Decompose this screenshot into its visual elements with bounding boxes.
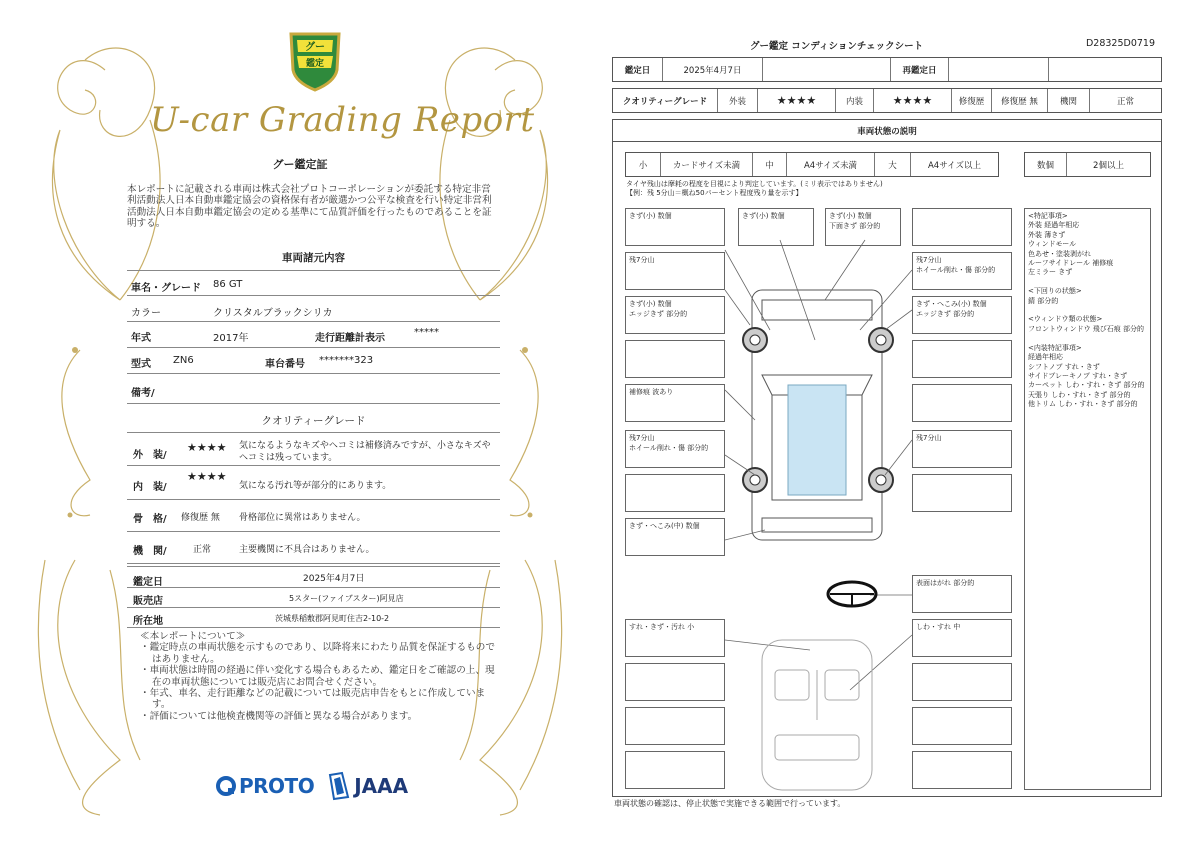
- size-legend: 小 カードサイズ未満 中 A4サイズ未満 大 A4サイズ以上: [625, 152, 999, 177]
- jaaa-logo: JAAA: [328, 771, 408, 801]
- interior-box: [625, 751, 725, 789]
- quality-row-interior: 内 装/ ★★★★ 気になる汚れ等が部分的にあります。: [127, 466, 500, 500]
- interior-box: [625, 707, 725, 745]
- footer-logos: [215, 768, 408, 804]
- damage-box: きず・へこみ(小) 数個 エッジきず 部分的: [912, 296, 1012, 334]
- special-notes: <特記事項> 外装 経過年相応 外装 薄きず ウィンドモール 色あせ・塗装剥がれ ルーフサイドレール 補修痕 左ミラー きず <下回りの状態> 錆 部分的 <ウィンドウ類の状態> フロントウィンドウ 飛び石痕 部分的 <内装特記事項> 経過年相応 シフトノブ すれ・きず サイドブレーキノブ すれ・きず カーペット しわ・すれ・きず 部分的 天張り しわ・すれ・きず 部分的 他トリム しわ・すれ・きず 部分的: [1024, 208, 1151, 790]
- interior-box: しわ・すれ 中: [912, 619, 1012, 657]
- spec-row-name: 車名・グレード 86 GT: [127, 270, 500, 296]
- damage-box: [625, 474, 725, 512]
- damage-box: [912, 208, 1012, 246]
- damage-box: [912, 384, 1012, 422]
- condition-check-sheet: [600, 0, 1200, 848]
- proto-mark-icon: [215, 775, 237, 797]
- svg-text:鑑定: 鑑定: [305, 59, 325, 69]
- tire-box: 残7分山: [625, 252, 725, 290]
- tire-box: 残7分山: [912, 430, 1012, 468]
- interior-box: すれ・きず・汚れ 小: [625, 619, 725, 657]
- inspection-date-row: 鑑定日 2025年4月7日 再鑑定日: [612, 57, 1162, 82]
- description-title: 車両状態の説明: [613, 120, 1161, 142]
- interior-box: [912, 707, 1012, 745]
- quality-row-frame: 骨 格/ 修復歴 無 骨格部位に異常はありません。: [127, 500, 500, 532]
- document-id: D28325D0719: [1085, 38, 1155, 49]
- quality-row-engine: 機 関/ 正常 主要機関に不具合はありません。: [127, 532, 500, 564]
- damage-box: きず(小) 数個 エッジきず 部分的: [625, 296, 725, 334]
- tire-box: 残7分山 ホイール削れ・傷 部分的: [625, 430, 725, 468]
- intro-paragraph: 本レポートに記載される車両は株式会社プロトコーポレーションが委託する特定非営利活動法人日本自動車鑑定協会の資格保有者が厳選かつ公平な検査を行い特定非営利活動法人日本自動車鑑定協会の定める基準にて品質評価を行ったものであることを証明する。: [127, 184, 492, 230]
- note-item: ・鑑定時点の車両状態を示すものであり、以降将来にわたり品質を保証するものではありません。: [140, 642, 495, 665]
- damage-box: 補修痕 波あり: [625, 384, 725, 422]
- shop-row: 販売店 5スター(ファイブスター)阿見店: [127, 588, 500, 608]
- damage-box: [912, 340, 1012, 378]
- tire-box: 残7分山 ホイール削れ・傷 部分的: [912, 252, 1012, 290]
- footer-note: 車両状態の確認は、停止状態で実施できる範囲で行っています。: [614, 799, 846, 808]
- interior-box: [625, 663, 725, 701]
- proto-logo: PROTO: [215, 774, 314, 798]
- report-notes: ≪本レポートについて≫ ・鑑定時点の車両状態を示すものであり、以降将来にわたり品質を保証するものではありません。 ・車両状態は時間の経過に伴い変化する場合もあるため、鑑定日をご確認の上、現在の車両状態については販売店にお問合せください。 ・年式、車名、走行距離などの記載については販売店申告をもとに作成しています。 ・評価については他検査機関等の評価と異なる場合があります。: [140, 631, 500, 722]
- damage-box: きず(小) 数個 下面きず 部分的: [825, 208, 901, 246]
- damage-box: きず(小) 数個: [625, 208, 725, 246]
- damage-box: [912, 474, 1012, 512]
- note-item: ・評価については他検査機関等の評価と異なる場合があります。: [140, 710, 418, 722]
- interior-box: 表面はがれ 部分的: [912, 575, 1012, 613]
- jaaa-mark-icon: [328, 771, 350, 801]
- note-item: ・年式、車名、走行距離などの記載については販売店申告をもとに作成しています。: [140, 688, 486, 711]
- sheet-title: グー鑑定 コンディションチェックシート: [750, 41, 924, 52]
- spec-row-model: 型式 ZN6 車台番号 *******323: [127, 348, 500, 374]
- interior-box: [912, 751, 1012, 789]
- quality-row-exterior: 外 装/ ★★★★ 気になるようなキズやヘコミは補修済みですが、小さなキズやヘコミは残っています。: [127, 432, 500, 466]
- quality-section-title: クオリティーグレード: [261, 415, 366, 427]
- damage-box: [625, 340, 725, 378]
- steering-wheel-icon: [828, 582, 876, 606]
- report-script-title: U-car Grading Report: [150, 100, 535, 140]
- date-row: 鑑定日 2025年4月7日: [127, 566, 500, 588]
- count-legend: 数個 2個以上: [1024, 152, 1151, 177]
- interior-box: [912, 663, 1012, 701]
- goo-kantei-shield-logo: [287, 30, 343, 92]
- quality-grade-row: クオリティーグレード 外装 ★★★★ 内装 ★★★★ 修復歴 修復歴 無 機関 正常: [612, 88, 1162, 113]
- spec-row-remarks: 備考/: [127, 374, 500, 404]
- tire-note: タイヤ残山は摩耗の程度を目視により判定しています。(ミリ表示ではありません) 【例：残 5分山＝概ね50パーセント程度残り量を示す】: [626, 180, 883, 197]
- note-item: ・車両状態は時間の経過に伴い変化する場合もあるため、鑑定日をご確認の上、現在の車両状態については販売店にお問合せください。: [140, 665, 495, 688]
- svg-text:グー: グー: [305, 42, 325, 53]
- spec-row-color: カラー クリスタルブラックシリカ: [127, 296, 500, 322]
- certificate-title: グー鑑定証: [272, 158, 328, 171]
- spec-row-year: 年式 2017年 走行距離計表示 *****: [127, 322, 500, 348]
- damage-box: きず(小) 数個: [738, 208, 814, 246]
- address-row: 所在地 茨城県稲敷郡阿見町住吉2-10-2: [127, 608, 500, 628]
- spec-section-title: 車両諸元内容: [282, 252, 345, 264]
- damage-box: きず・へこみ(中) 数個: [625, 518, 725, 556]
